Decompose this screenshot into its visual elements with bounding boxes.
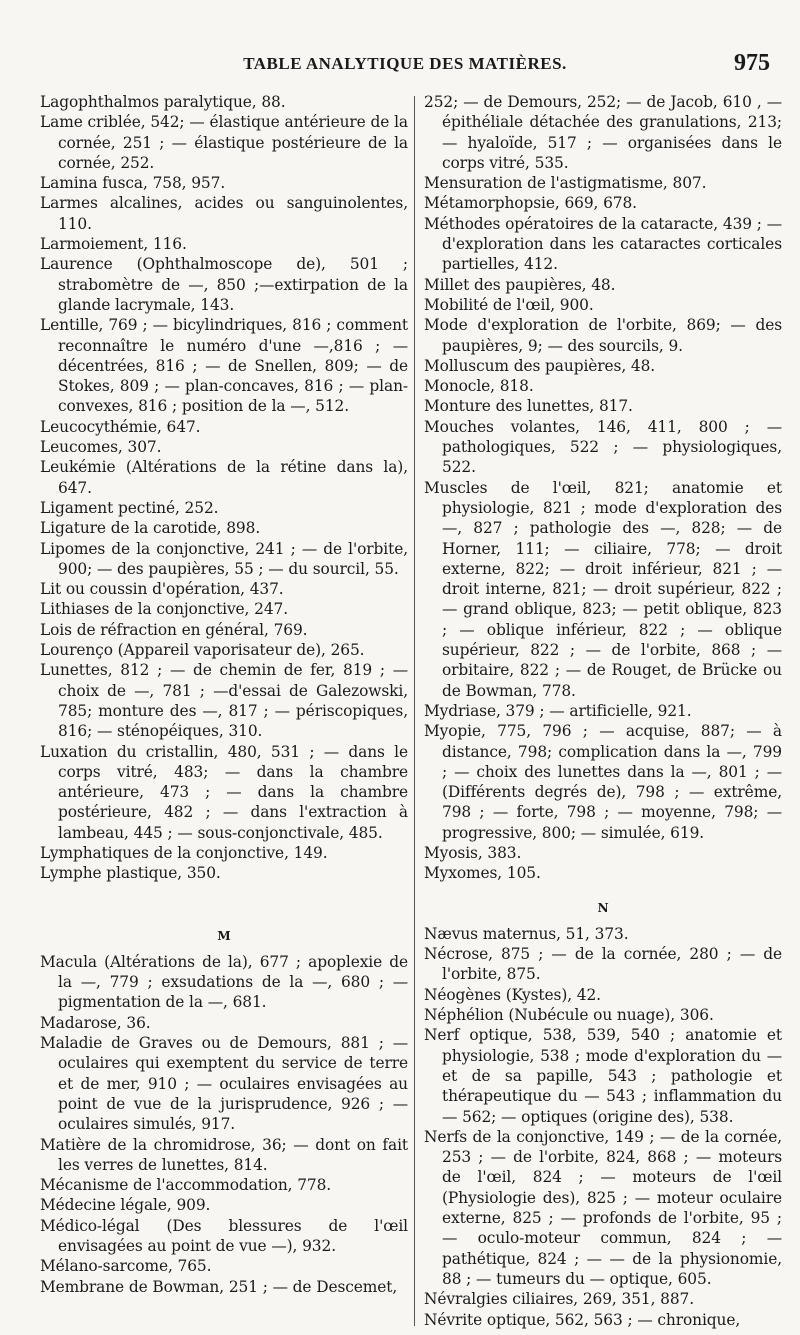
index-entry: Lagophthalmos paralytique, 88. xyxy=(40,93,286,111)
index-entry: Lymphatiques de la conjonctive, 149. xyxy=(40,843,328,862)
index-entry: Lymphe plastique, 350. xyxy=(40,864,221,883)
index-entry: Laurence (Ophthalmoscope de), 501 ; strabomètre de —, 850 ;—extirpation de la glande lacrymale, 143. xyxy=(40,255,408,314)
index-entry: Lamina fusca, 758, 957. xyxy=(40,174,226,193)
index-entry: Lentille, 769 ; — bicylindriques, 816 ; comment reconnaître le numéro d'une —,816 ; — décentrées, 816 ; — de Snellen, 809; — de Stokes, 809 ; — plan-concaves, 816 ; — plan-convexes, 816 ; position de la —, 512. xyxy=(40,316,408,416)
index-entry: Maladie de Graves ou de Demours, 881 ; — oculaires qui exemptent du service de terre et de mer, 910 ; — oculaires envisagées au point de vue de la jurisprudence, 926 ; — oculaires simulés, 917. xyxy=(40,1034,408,1134)
index-entry: Luxation du cristallin, 480, 531 ; — dans le corps vitré, 483; — dans la chambre antérieure, 473 ; — dans la chambre postérieure, 482 ; — dans l'extraction à lambeau, 445 ; — sous-conjonctivale, 485. xyxy=(40,742,408,842)
index-entry: Leucocythémie, 647. xyxy=(40,417,201,436)
index-entry: 252; — de Demours, 252; — de Jacob, 610 , —épithéliale détachée des granulations, 213; — hyaloïde, 517 ; — organisées dans le corps vitré, 535. xyxy=(424,93,782,172)
index-entry: Métamorphopsie, 669, 678. xyxy=(424,194,637,213)
index-entry: Madarose, 36. xyxy=(40,1013,151,1032)
index-entry: Méthodes opératoires de la cataracte, 439 ; — d'exploration dans les cataractes corticales partielles, 412. xyxy=(424,214,782,274)
entries-m-right xyxy=(424,92,782,884)
index-entry: Névralgies ciliaires, 269, 351, 887. xyxy=(424,1290,695,1309)
entries-m-left xyxy=(40,952,408,1297)
index-entry: Myopie, 775, 796 ; — acquise, 887; — à distance, 798; complication dans la —, 799 ; — choix des lunettes dans la —, 801 ; — (Différents degrés de), 798 ; — extrême, 798 ; — forte, 798 ; — moyenne, 798; — progressive, 800; — simulée, 619. xyxy=(424,722,782,842)
index-entry: Muscles de l'œil, 821; anatomie et physiologie, 821 ; mode d'exploration des —, 827 ; pathologie des —, 828; — de Horner, 111; — ciliaire, 778; — droit externe, 822; — droit inférieur, 821 ; — droit interne, 821; — droit supérieur, 822 ; — grand oblique, 823; — petit oblique, 823 ; — oblique inférieur, 822 ; — oblique supérieur, 822 ; — de l'orbite, 868 ; — orbitaire, 822 ; — de Rouget, de Brücke ou de Bowman, 778. xyxy=(424,478,782,700)
entries-n xyxy=(424,924,782,1330)
page-number: 975 xyxy=(734,50,770,76)
index-entry: Lithiases de la conjonctive, 247. xyxy=(40,600,289,619)
index-entry: Lit ou coussin d'opération, 437. xyxy=(40,580,284,599)
index-entry: Larmes alcalines, acides ou sanguinolentes, 110. xyxy=(40,194,408,233)
index-entry: Nævus maternus, 51, 373. xyxy=(424,924,629,943)
index-entry: Mobilité de l'œil, 900. xyxy=(424,295,594,314)
section-letter-n: N xyxy=(597,900,609,915)
index-entry: Névrite optique, 562, 563 ; — chronique, xyxy=(424,1310,741,1329)
index-entry: Membrane de Bowman, 251 ; — de Descemet, xyxy=(40,1277,398,1296)
index-entry: Millet des paupières, 48. xyxy=(424,275,616,294)
left-column xyxy=(40,92,408,1297)
index-entry: Lunettes, 812 ; — de chemin de fer, 819 ; — choix de —, 781 ; —d'essai de Galezowski, 785; monture des —, 817 ; — périscopiques, 816; — sténopéiques, 310. xyxy=(40,661,408,741)
index-entry: Larmoiement, 116. xyxy=(40,235,187,254)
index-entry: Molluscum des paupières, 48. xyxy=(424,356,656,375)
running-title: TABLE ANALYTIQUE DES MATIÈRES. xyxy=(243,54,567,73)
page-header xyxy=(40,50,770,80)
index-entry: Monture des lunettes, 817. xyxy=(424,397,633,416)
entries-l xyxy=(40,92,408,884)
index-entry: Néogènes (Kystes), 42. xyxy=(424,985,601,1004)
index-entry: Macula (Altérations de la), 677 ; apoplexie de la —, 779 ; exsudations de la —, 680 ; — pigmentation de la —, 681. xyxy=(40,952,408,1012)
index-entry: Mouches volantes, 146, 411, 800 ; — pathologiques, 522 ; — physiologiques, 522. xyxy=(424,417,782,477)
index-entry: Leucomes, 307. xyxy=(40,438,162,457)
index-entry: Lourenço (Appareil vaporisateur de), 265. xyxy=(40,641,365,660)
right-column xyxy=(424,92,782,1330)
index-entry: Mensuration de l'astigmatisme, 807. xyxy=(424,174,707,193)
index-entry: Mélano-sarcome, 765. xyxy=(40,1257,212,1276)
index-entry: Médecine légale, 909. xyxy=(40,1196,211,1215)
section-letter-m: M xyxy=(217,928,231,943)
index-entry: Mode d'exploration de l'orbite, 869; — des paupières, 9; — des sourcils, 9. xyxy=(424,316,782,355)
index-entry: Myosis, 383. xyxy=(424,843,522,862)
index-entry: Nerfs de la conjonctive, 149 ; — de la cornée, 253 ; — de l'orbite, 824, 868 ; — moteurs de l'œil, 824 ; — moteurs de l'œil (Physiologie des), 825 ; — moteur oculaire externe, 825 ; — profonds de l'orbite, 95 ; — oculo-moteur commun, 824 ; — pathétique, 824 ; — — de la physionomie, 88 ; — tumeurs du — optique, 605. xyxy=(424,1127,782,1288)
index-entry: Monocle, 818. xyxy=(424,377,534,396)
index-entry: Ligature de la carotide, 898. xyxy=(40,519,261,538)
index-entry: Médico-légal (Des blessures de l'œil envisagées au point de vue —), 932. xyxy=(40,1216,408,1256)
index-entry: Mécanisme de l'accommodation, 778. xyxy=(40,1176,332,1195)
index-entry: Leukémie (Altérations de la rétine dans la), 647. xyxy=(40,458,408,497)
index-entry: Mydriase, 379 ; — artificielle, 921. xyxy=(424,701,692,720)
index-entry: Nerf optique, 538, 539, 540 ; anatomie et physiologie, 538 ; mode d'exploration du — et de sa papille, 543 ; pathologie et thérapeutique du — 543 ; inflammation du — 562; — optiques (origine des), 538. xyxy=(424,1026,782,1126)
index-entry: Matière de la chromidrose, 36; — dont on fait les verres de lunettes, 814. xyxy=(40,1135,408,1174)
column-divider xyxy=(414,96,415,1326)
index-entry: Ligament pectiné, 252. xyxy=(40,498,219,517)
index-entry: Néphélion (Nubécule ou nuage), 306. xyxy=(424,1006,714,1025)
index-entry: Lame criblée, 542; — élastique antérieure de la cornée, 251 ; — élastique postérieure de la cornée, 252. xyxy=(40,113,408,172)
index-entry: Nécrose, 875 ; — de la cornée, 280 ; — de l'orbite, 875. xyxy=(424,945,782,984)
index-entry: Lipomes de la conjonctive, 241 ; — de l'orbite, 900; — des paupières, 55 ; — du sourcil, 55. xyxy=(40,539,408,578)
index-entry: Lois de réfraction en général, 769. xyxy=(40,620,308,639)
index-entry: Myxomes, 105. xyxy=(424,864,541,883)
